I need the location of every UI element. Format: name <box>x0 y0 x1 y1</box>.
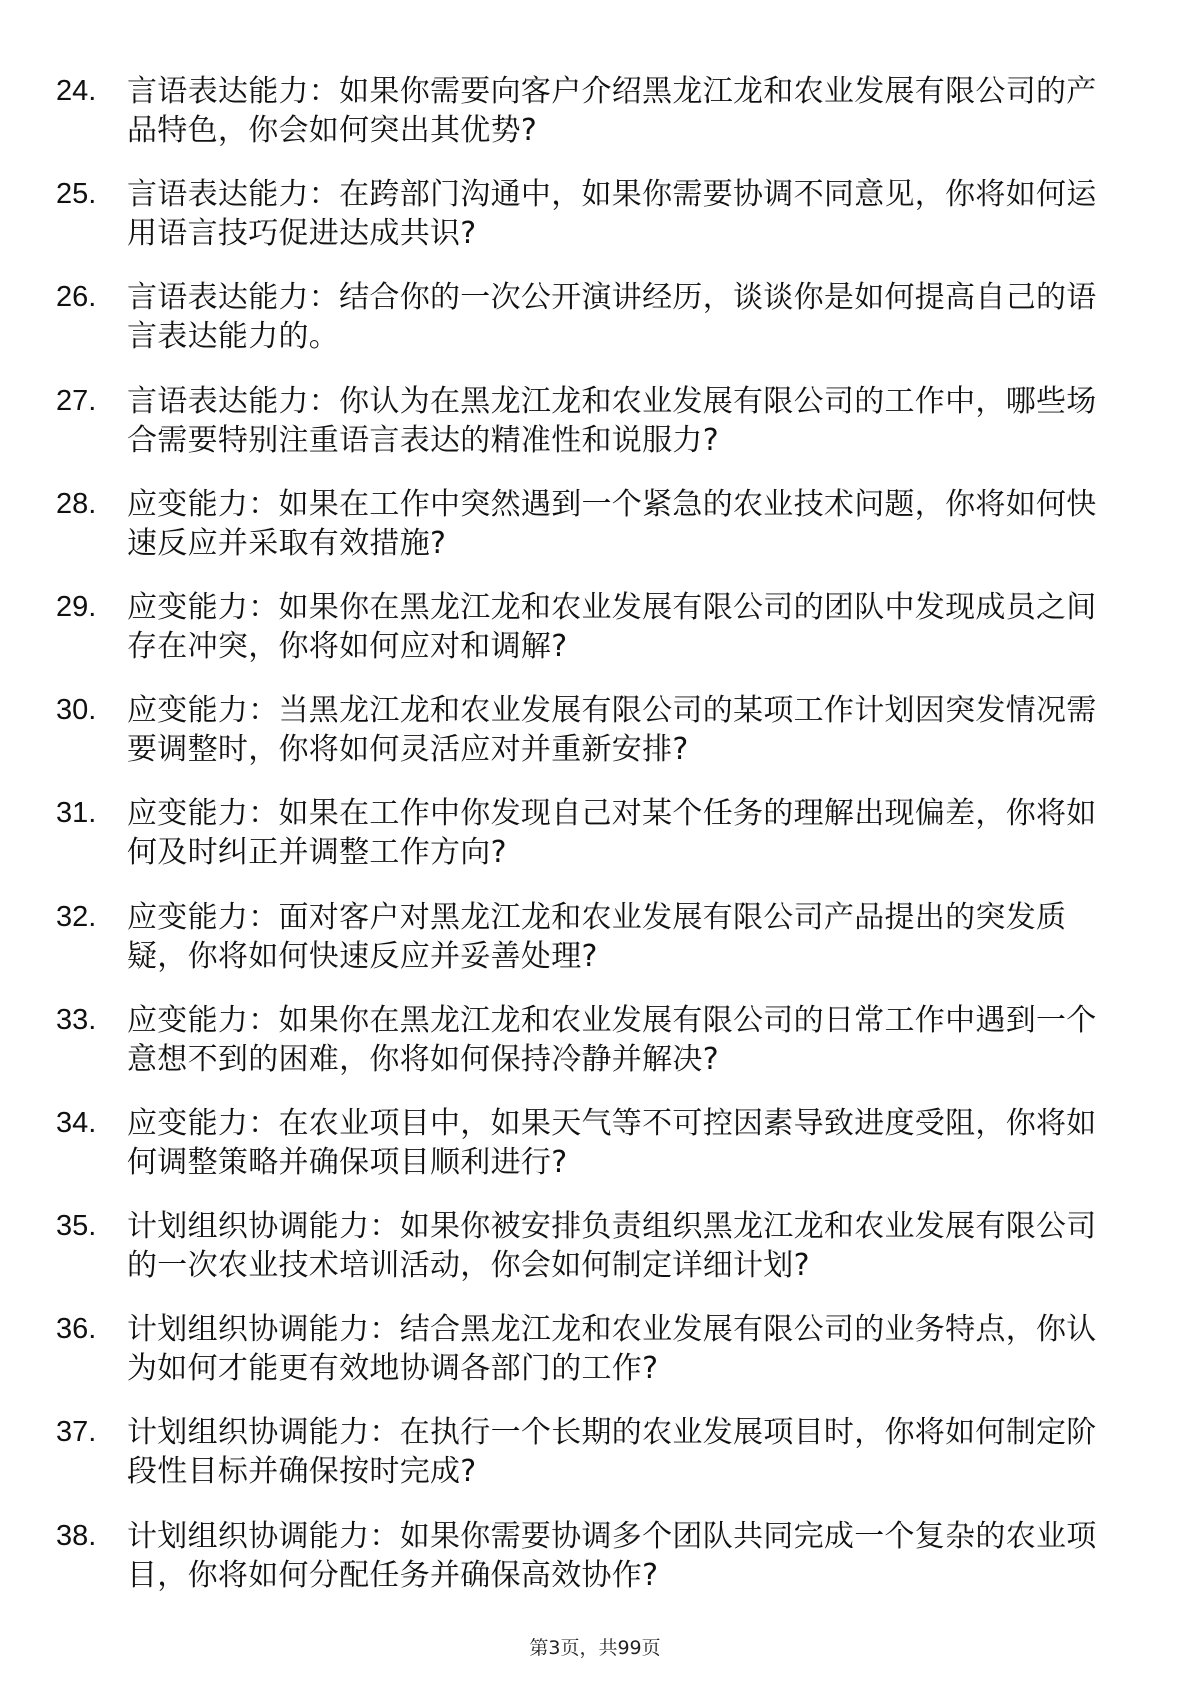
question-text: 言语表达能力：在跨部门沟通中，如果你需要协调不同意见，你将如何运用语言技巧促进达成共识? <box>127 177 1097 252</box>
question-item <box>0 72 1190 175</box>
question-text: 应变能力：如果在工作中你发现自己对某个任务的理解出现偏差，你将如何及时纠正并调整工作方向? <box>127 796 1097 871</box>
page-footer: 第3页，共99页 <box>529 1637 661 1659</box>
question-number: 26. <box>56 281 97 314</box>
question-text: 应变能力：在农业项目中，如果天气等不可控因素导致进度受阻，你将如何调整策略并确保项目顺利进行? <box>127 1105 1097 1180</box>
question-text: 言语表达能力：你认为在黑龙江龙和农业发展有限公司的工作中，哪些场合需要特别注重语言表达的精准性和说服力? <box>127 383 1097 458</box>
question-number: 34. <box>56 1106 97 1139</box>
question-number: 28. <box>56 487 97 520</box>
question-item <box>0 588 1190 691</box>
question-text: 计划组织协调能力：在执行一个长期的农业发展项目时，你将如何制定阶段性目标并确保按时完成? <box>127 1415 1097 1490</box>
question-text: 应变能力：如果在工作中突然遇到一个紧急的农业技术问题，你将如何快速反应并采取有效措施? <box>127 486 1097 561</box>
question-number: 33. <box>56 1003 97 1036</box>
question-item <box>0 1413 1190 1516</box>
question-item <box>0 382 1190 485</box>
question-text: 应变能力：如果你在黑龙江龙和农业发展有限公司的日常工作中遇到一个意想不到的困难，你将如何保持冷静并解决? <box>127 1002 1097 1077</box>
question-number: 36. <box>56 1313 97 1346</box>
question-text: 应变能力：面对客户对黑龙江龙和农业发展有限公司产品提出的突发质疑，你将如何快速反应并妥善处理? <box>127 899 1067 974</box>
question-text: 计划组织协调能力：如果你需要协调多个团队共同完成一个复杂的农业项目，你将如何分配任务并确保高效协作? <box>127 1518 1097 1593</box>
question-text: 言语表达能力：结合你的一次公开演讲经历，谈谈你是如何提高自己的语言表达能力的。 <box>127 280 1097 355</box>
question-item <box>0 485 1190 588</box>
question-text: 言语表达能力：如果你需要向客户介绍黑龙江龙和农业发展有限公司的产品特色，你会如何突出其优势? <box>127 74 1097 148</box>
question-number: 31. <box>56 797 97 830</box>
question-number: 37. <box>56 1416 97 1449</box>
question-number: 35. <box>56 1210 97 1243</box>
question-text: 计划组织协调能力：结合黑龙江龙和农业发展有限公司的业务特点，你认为如何才能更有效地协调各部门的工作? <box>127 1312 1097 1387</box>
question-number: 24. <box>56 75 97 107</box>
question-item <box>0 1207 1190 1310</box>
question-number: 25. <box>56 178 97 211</box>
question-number: 29. <box>56 590 97 623</box>
question-text: 应变能力：当黑龙江龙和农业发展有限公司的某项工作计划因突发情况需要调整时，你将如何灵活应对并重新安排? <box>127 693 1097 768</box>
question-number: 30. <box>56 694 97 727</box>
question-item <box>0 278 1190 381</box>
question-item <box>0 1517 1190 1620</box>
question-number: 27. <box>56 384 97 417</box>
question-number: 32. <box>56 900 97 933</box>
question-item <box>0 1310 1190 1413</box>
question-text: 计划组织协调能力：如果你被安排负责组织黑龙江龙和农业发展有限公司的一次农业技术培训活动，你会如何制定详细计划? <box>127 1209 1097 1284</box>
question-list <box>0 72 1190 1620</box>
question-number: 38. <box>56 1519 97 1552</box>
question-item <box>0 691 1190 794</box>
question-item <box>0 794 1190 897</box>
question-text: 应变能力：如果你在黑龙江龙和农业发展有限公司的团队中发现成员之间存在冲突，你将如何应对和调解? <box>127 589 1097 664</box>
question-item <box>0 1001 1190 1104</box>
question-item <box>0 175 1190 278</box>
question-item <box>0 1104 1190 1207</box>
question-item <box>0 898 1190 1001</box>
